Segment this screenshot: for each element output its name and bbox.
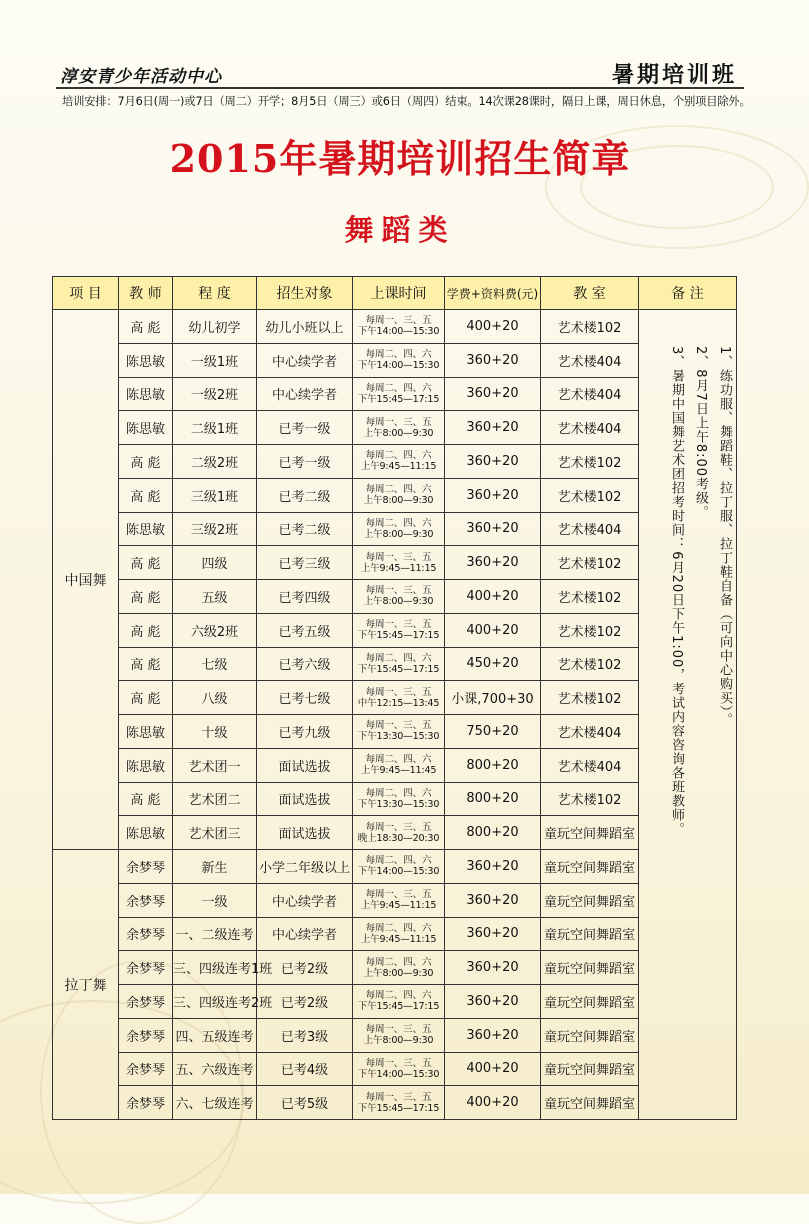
level-cell: 二级1班 [173, 411, 257, 445]
level-cell: 六级2班 [173, 613, 257, 647]
level-cell: 三级1班 [173, 478, 257, 512]
fee-cell: 400+20 [445, 580, 541, 614]
teacher-cell: 陈思敏 [119, 816, 173, 850]
level-cell: 三级2班 [173, 512, 257, 546]
notes-list [639, 310, 736, 836]
room-cell: 童玩空间舞蹈室 [541, 1086, 639, 1120]
class-days: 每周一、三、五 [365, 315, 432, 327]
time-cell [353, 917, 445, 951]
class-days: 每周一、三、五 [365, 720, 432, 732]
project-name: 拉丁舞 [53, 850, 119, 1120]
fee-cell: 400+20 [445, 310, 541, 344]
class-hours: 下午13:30—15:30 [357, 731, 440, 743]
table-row [53, 411, 737, 445]
fee-cell: 360+20 [445, 343, 541, 377]
fee-cell: 360+20 [445, 546, 541, 580]
level-cell: 二级2班 [173, 445, 257, 479]
target-cell: 已考三级 [257, 546, 353, 580]
fee-cell: 450+20 [445, 647, 541, 681]
fee-cell: 360+20 [445, 445, 541, 479]
teacher-cell: 高 彪 [119, 681, 173, 715]
target-cell: 小学二年级以上 [257, 850, 353, 884]
table-header-row [53, 277, 737, 310]
time-cell [353, 1018, 445, 1052]
table-row [53, 310, 737, 344]
class-days: 每周二、四、六 [365, 382, 432, 394]
table-row [53, 613, 737, 647]
time-cell [353, 1052, 445, 1086]
fee-cell: 800+20 [445, 816, 541, 850]
time-cell [353, 985, 445, 1019]
class-days: 每周二、四、六 [365, 787, 432, 799]
room-cell: 艺术楼102 [541, 478, 639, 512]
header-divider [56, 87, 744, 89]
room-cell: 艺术楼102 [541, 782, 639, 816]
room-cell: 童玩空间舞蹈室 [541, 1018, 639, 1052]
table-row [53, 816, 737, 850]
class-days: 每周一、三、五 [365, 585, 432, 597]
teacher-cell: 余梦琴 [119, 883, 173, 917]
class-days: 每周二、四、六 [365, 855, 432, 867]
target-cell: 中心续学者 [257, 377, 353, 411]
teacher-cell: 余梦琴 [119, 1018, 173, 1052]
time-cell [353, 782, 445, 816]
table-row [53, 748, 737, 782]
time-cell [353, 647, 445, 681]
level-cell: 艺术团二 [173, 782, 257, 816]
table-row [53, 985, 737, 1019]
teacher-cell: 高 彪 [119, 580, 173, 614]
class-days: 每周二、四、六 [365, 922, 432, 934]
level-cell: 艺术团三 [173, 816, 257, 850]
level-cell: 四、五级连考 [173, 1018, 257, 1052]
teacher-cell: 余梦琴 [119, 1086, 173, 1120]
teacher-cell: 余梦琴 [119, 850, 173, 884]
table-row [53, 782, 737, 816]
header-fee: 学费+资料费(元) [445, 277, 541, 310]
fee-cell: 360+20 [445, 917, 541, 951]
class-hours: 上午8:00—9:30 [363, 495, 434, 507]
teacher-cell: 余梦琴 [119, 1052, 173, 1086]
target-cell: 已考二级 [257, 478, 353, 512]
time-cell [353, 1086, 445, 1120]
teacher-cell: 高 彪 [119, 647, 173, 681]
class-days: 每周二、四、六 [365, 754, 432, 766]
class-days: 每周二、四、六 [365, 652, 432, 664]
target-cell: 已考五级 [257, 613, 353, 647]
target-cell: 已考2级 [257, 985, 353, 1019]
class-days: 每周一、三、五 [365, 1057, 432, 1069]
class-days: 每周二、四、六 [365, 450, 432, 462]
level-cell: 新生 [173, 850, 257, 884]
target-cell: 已考六级 [257, 647, 353, 681]
table-row [53, 1086, 737, 1120]
header-project: 项 目 [53, 277, 119, 310]
table-row [53, 850, 737, 884]
target-cell: 幼儿小班以上 [257, 310, 353, 344]
target-cell: 面试选拔 [257, 782, 353, 816]
target-cell: 已考一级 [257, 445, 353, 479]
teacher-cell: 高 彪 [119, 310, 173, 344]
room-cell: 艺术楼102 [541, 681, 639, 715]
table-row [53, 647, 737, 681]
fee-cell: 360+20 [445, 478, 541, 512]
table-row [53, 715, 737, 749]
fee-cell: 750+20 [445, 715, 541, 749]
class-days: 每周一、三、五 [365, 686, 432, 698]
class-days: 每周一、三、五 [365, 1024, 432, 1036]
teacher-cell: 陈思敏 [119, 715, 173, 749]
category-title: 舞蹈类 [344, 213, 456, 247]
header-notes: 备 注 [639, 277, 737, 310]
room-cell: 童玩空间舞蹈室 [541, 917, 639, 951]
level-cell: 幼儿初学 [173, 310, 257, 344]
fee-cell: 360+20 [445, 951, 541, 985]
time-cell [353, 580, 445, 614]
level-cell: 一级 [173, 883, 257, 917]
time-cell [353, 343, 445, 377]
fee-cell: 400+20 [445, 1086, 541, 1120]
table-body [53, 310, 737, 1120]
level-cell: 五级 [173, 580, 257, 614]
room-cell: 艺术楼404 [541, 715, 639, 749]
class-days: 每周一、三、五 [365, 889, 432, 901]
fee-cell: 360+20 [445, 850, 541, 884]
class-days: 每周一、三、五 [365, 416, 432, 428]
teacher-cell: 陈思敏 [119, 411, 173, 445]
table-row [53, 951, 737, 985]
time-cell [353, 377, 445, 411]
class-hours: 下午15:45—17:15 [357, 1001, 440, 1013]
class-hours: 下午14:00—15:30 [357, 360, 440, 372]
teacher-cell: 余梦琴 [119, 951, 173, 985]
time-cell [353, 512, 445, 546]
room-cell: 艺术楼404 [541, 411, 639, 445]
class-days: 每周一、三、五 [365, 551, 432, 563]
page-title: 2015年暑期培训招生简章 [169, 136, 631, 181]
class-hours: 上午9:45—11:15 [360, 900, 437, 912]
target-cell: 已考二级 [257, 512, 353, 546]
time-cell [353, 546, 445, 580]
target-cell: 已考2级 [257, 951, 353, 985]
class-hours: 下午15:45—17:15 [357, 393, 440, 405]
fee-cell: 800+20 [445, 748, 541, 782]
table-row [53, 1052, 737, 1086]
room-cell: 童玩空间舞蹈室 [541, 883, 639, 917]
target-cell: 已考3级 [257, 1018, 353, 1052]
time-cell [353, 951, 445, 985]
time-cell [353, 715, 445, 749]
header-target: 招生对象 [257, 277, 353, 310]
room-cell: 童玩空间舞蹈室 [541, 1052, 639, 1086]
table-row [53, 917, 737, 951]
fee-cell: 400+20 [445, 613, 541, 647]
class-hours: 上午9:45—11:45 [360, 765, 437, 777]
header-level: 程 度 [173, 277, 257, 310]
teacher-cell: 陈思敏 [119, 512, 173, 546]
target-cell: 面试选拔 [257, 748, 353, 782]
class-hours: 下午14:00—15:30 [357, 866, 440, 878]
class-days: 每周二、四、六 [365, 990, 432, 1002]
header-title: 暑期培训班 [611, 63, 737, 88]
teacher-cell: 陈思敏 [119, 748, 173, 782]
class-hours: 上午9:45—11:15 [360, 461, 437, 473]
teacher-cell: 高 彪 [119, 546, 173, 580]
class-hours: 下午15:45—17:15 [357, 663, 440, 675]
table-row [53, 546, 737, 580]
target-cell: 已考4级 [257, 1052, 353, 1086]
class-hours: 下午15:45—17:15 [357, 630, 440, 642]
target-cell: 已考四级 [257, 580, 353, 614]
header-teacher: 教 师 [119, 277, 173, 310]
level-cell: 五、六级连考 [173, 1052, 257, 1086]
fee-cell: 360+20 [445, 512, 541, 546]
time-cell [353, 748, 445, 782]
table-row [53, 681, 737, 715]
room-cell: 童玩空间舞蹈室 [541, 816, 639, 850]
table-row [53, 1018, 737, 1052]
target-cell: 已考七级 [257, 681, 353, 715]
room-cell: 艺术楼102 [541, 310, 639, 344]
teacher-cell: 余梦琴 [119, 917, 173, 951]
room-cell: 艺术楼102 [541, 580, 639, 614]
table-row [53, 883, 737, 917]
class-days: 每周一、三、五 [365, 821, 432, 833]
target-cell: 已考5级 [257, 1086, 353, 1120]
level-cell: 艺术团一 [173, 748, 257, 782]
notes-cell [639, 310, 737, 1120]
level-cell: 七级 [173, 647, 257, 681]
class-hours: 下午14:00—15:30 [357, 326, 440, 338]
room-cell: 艺术楼102 [541, 647, 639, 681]
fee-cell: 小课,700+30 [445, 681, 541, 715]
organization-name: 淳安青少年活动中心 [60, 67, 222, 87]
time-cell [353, 445, 445, 479]
class-hours: 下午14:00—15:30 [357, 1068, 440, 1080]
teacher-cell: 余梦琴 [119, 985, 173, 1019]
note-item: 1、练功服、舞蹈鞋、拉丁服、拉丁鞋自备（可向中心购买）。 [717, 346, 732, 727]
note-item: 3、暑期中国舞艺术团招考时间：6月20日下午1:00，考试内容咨询各班教师。 [669, 346, 684, 837]
fee-cell: 360+20 [445, 1018, 541, 1052]
level-cell: 四级 [173, 546, 257, 580]
room-cell: 艺术楼404 [541, 343, 639, 377]
level-cell: 一、二级连考 [173, 917, 257, 951]
room-cell: 童玩空间舞蹈室 [541, 850, 639, 884]
fee-cell: 400+20 [445, 1052, 541, 1086]
target-cell: 面试选拔 [257, 816, 353, 850]
table-row [53, 377, 737, 411]
room-cell: 童玩空间舞蹈室 [541, 985, 639, 1019]
level-cell: 一级1班 [173, 343, 257, 377]
room-cell: 童玩空间舞蹈室 [541, 951, 639, 985]
header-room: 教 室 [541, 277, 639, 310]
teacher-cell: 陈思敏 [119, 343, 173, 377]
class-days: 每周一、三、五 [365, 619, 432, 631]
class-days: 每周二、四、六 [365, 517, 432, 529]
table-row [53, 343, 737, 377]
fee-cell: 360+20 [445, 883, 541, 917]
fee-cell: 360+20 [445, 985, 541, 1019]
time-cell [353, 310, 445, 344]
time-cell [353, 478, 445, 512]
teacher-cell: 高 彪 [119, 782, 173, 816]
course-table [52, 276, 737, 1120]
target-cell: 已考九级 [257, 715, 353, 749]
teacher-cell: 高 彪 [119, 445, 173, 479]
target-cell: 中心续学者 [257, 883, 353, 917]
class-hours: 上午8:00—9:30 [363, 967, 434, 979]
fee-cell: 360+20 [445, 377, 541, 411]
fee-cell: 360+20 [445, 411, 541, 445]
teacher-cell: 高 彪 [119, 478, 173, 512]
target-cell: 已考一级 [257, 411, 353, 445]
table-row [53, 478, 737, 512]
class-hours: 上午9:45—11:15 [360, 933, 437, 945]
level-cell: 三、四级连考1班 [173, 951, 257, 985]
room-cell: 艺术楼102 [541, 546, 639, 580]
class-hours: 下午15:45—17:15 [357, 1102, 440, 1114]
class-hours: 上午8:00—9:30 [363, 1035, 434, 1047]
class-hours: 中午12:15—13:45 [357, 697, 440, 709]
class-hours: 上午9:45—11:15 [360, 562, 437, 574]
level-cell: 八级 [173, 681, 257, 715]
class-hours: 晚上18:30—20:30 [357, 832, 440, 844]
note-item: 2、8月7日上午8:00考级。 [693, 346, 708, 520]
fee-cell: 800+20 [445, 782, 541, 816]
project-name: 中国舞 [53, 310, 119, 850]
class-hours: 上午8:00—9:30 [363, 596, 434, 608]
table-row [53, 445, 737, 479]
teacher-cell: 高 彪 [119, 613, 173, 647]
room-cell: 艺术楼404 [541, 748, 639, 782]
room-cell: 艺术楼404 [541, 377, 639, 411]
time-cell [353, 613, 445, 647]
table-row [53, 512, 737, 546]
time-cell [353, 816, 445, 850]
teacher-cell: 陈思敏 [119, 377, 173, 411]
class-hours: 上午8:00—9:30 [363, 427, 434, 439]
schedule-note: 培训安排：7月6日(周一)或7日（周二）开学；8月5日（周三）或6日（周四）结束。14次课28课时，隔日上课，周日休息，个别项目除外。 [62, 95, 751, 108]
class-hours: 上午8:00—9:30 [363, 528, 434, 540]
class-days: 每周二、四、六 [365, 484, 432, 496]
time-cell [353, 883, 445, 917]
class-hours: 下午13:30—15:30 [357, 798, 440, 810]
room-cell: 艺术楼102 [541, 445, 639, 479]
class-days: 每周二、四、六 [365, 956, 432, 968]
room-cell: 艺术楼404 [541, 512, 639, 546]
level-cell: 一级2班 [173, 377, 257, 411]
target-cell: 中心续学者 [257, 343, 353, 377]
time-cell [353, 411, 445, 445]
target-cell: 中心续学者 [257, 917, 353, 951]
level-cell: 六、七级连考 [173, 1086, 257, 1120]
room-cell: 艺术楼102 [541, 613, 639, 647]
table-row [53, 580, 737, 614]
class-days: 每周二、四、六 [365, 349, 432, 361]
level-cell: 十级 [173, 715, 257, 749]
time-cell [353, 850, 445, 884]
header-time: 上课时间 [353, 277, 445, 310]
level-cell: 三、四级连考2班 [173, 985, 257, 1019]
class-days: 每周一、三、五 [365, 1091, 432, 1103]
time-cell [353, 681, 445, 715]
